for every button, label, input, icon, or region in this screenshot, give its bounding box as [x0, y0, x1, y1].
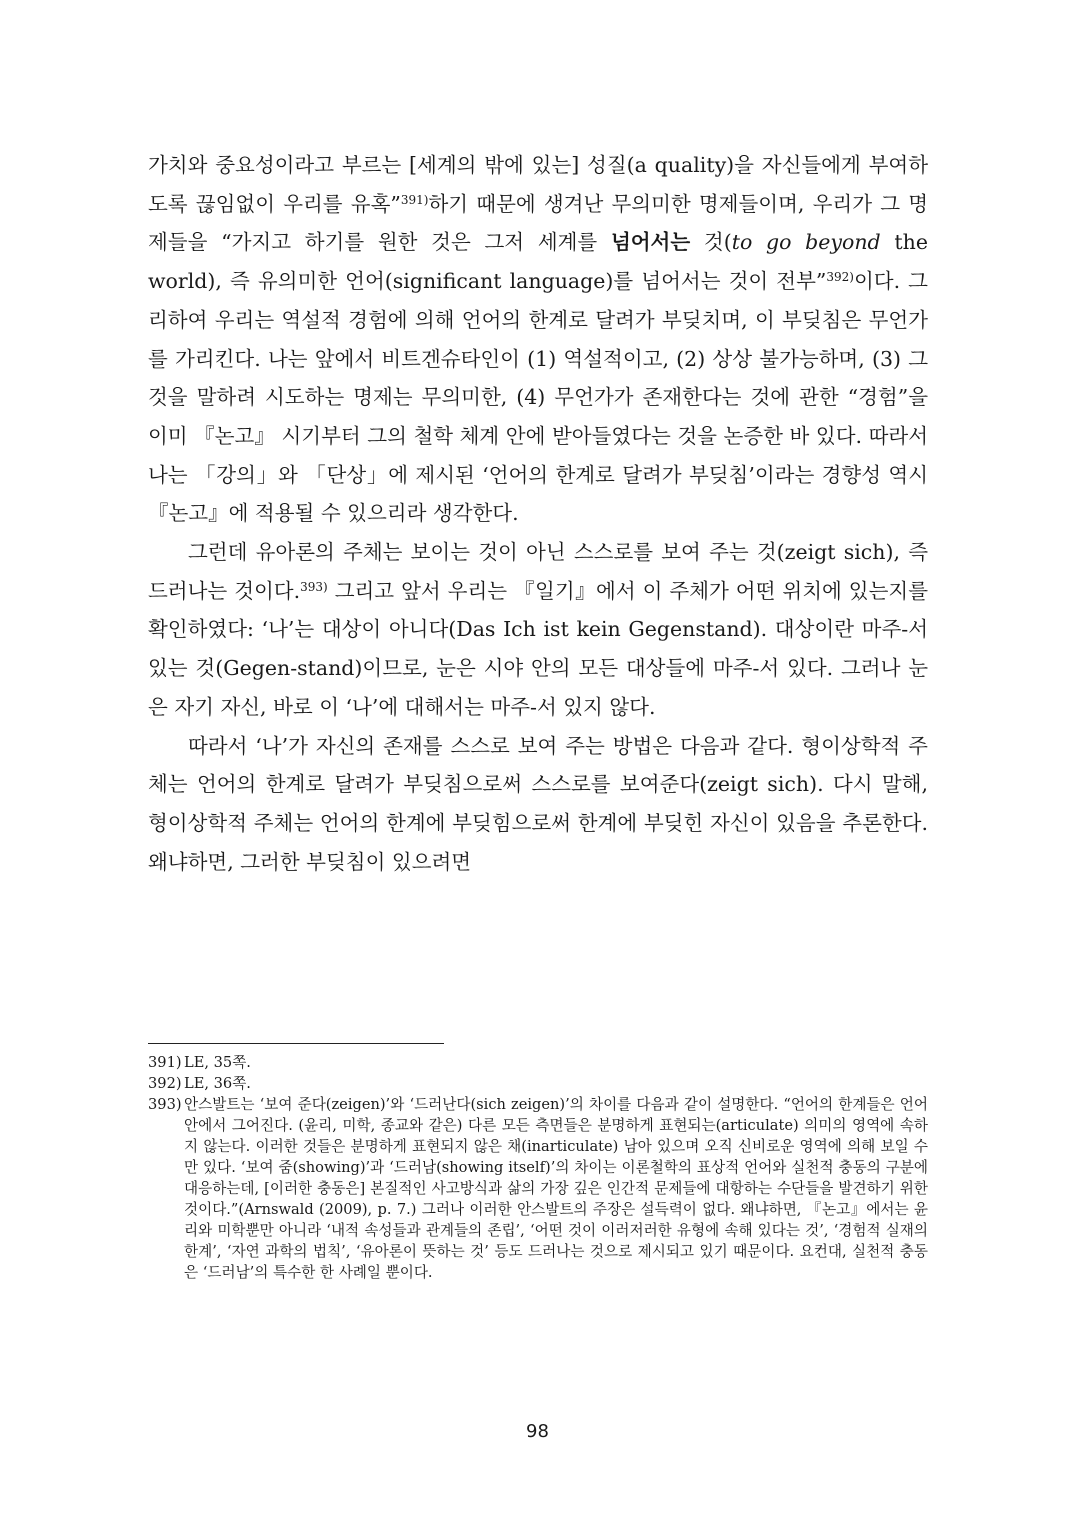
text-run: 따라서 ‘나’가 자신의 존재를 스스로 보여 주는 방법은 다음과 같다. 형이상학적 주체는 언어의 한계로 달려가 부딪침으로써 스스로를 보여준다(zeigt sich). 다시 말해, 형이상학적 주체는 언어의 한계에 부딪힘으로써 한계에 부딪힌 자신이 있음을 추론한다. 왜냐하면, 그러한 부딪침이 있으려면 [148, 733, 928, 874]
footnotes [148, 1052, 928, 1283]
footnote-number: 393) [148, 1096, 182, 1113]
footnote-ref-392[interactable]: 392) [826, 270, 854, 285]
body-text [148, 146, 928, 881]
footnote-number: 392) [148, 1075, 182, 1092]
footnote-ref-391[interactable]: 391) [400, 192, 429, 207]
footnote-number: 391) [148, 1054, 182, 1071]
footnote-391 [148, 1052, 928, 1073]
page-number: 98 [526, 1421, 549, 1442]
paragraph-3 [148, 727, 928, 882]
paragraph-1 [148, 146, 928, 533]
paragraph-2 [148, 533, 928, 727]
footnote-text: LE, 36쪽. [184, 1075, 251, 1092]
footnote-ref-393[interactable]: 393) [300, 579, 328, 594]
text-run: 것( [690, 230, 732, 255]
footnote-text: LE, 35쪽. [184, 1054, 251, 1071]
text-run: 그리고 앞서 우리는 『일기』에서 이 주체가 어떤 위치에 있는지를 확인하였다: ‘나’는 대상이 아니다(Das Ich ist kein Gegenstand). 대상이란 마주-서 있는 것(Gegen-stand)이므로, 눈은 시야 안의 모든 대상들에 마주-서 있다. 그러나 눈은 자기 자신, 바로 이 ‘나’에 대해서는 마주-서 있지 않다. [148, 578, 928, 719]
text-run: 이다. 그리하여 우리는 역설적 경험에 의해 언어의 한계로 달려가 부딪치며, 이 부딪침은 무언가를 가리킨다. 나는 앞에서 비트겐슈타인이 (1) 역설적이고, (2) 상상 불가능하며, (3) 그것을 말하려 시도하는 명제는 무의미한, (4) 무언가가 존재한다는 것에 관한 “경험”을 이미 『논고』 시기부터 그의 철학 체계 안에 받아들였다는 것을 논증한 바 있다. 따라서 나는 「강의」와 「단상」에 제시된 ‘언어의 한계로 달려가 부딪침’이라는 경향성 역시 『논고』에 적용될 수 있으리라 생각한다. [148, 269, 928, 526]
text-run: 가치와 중요성이라고 부르는 [세계의 밖에 있는] 성질(a quality)을 자신들에게 부여하도록 끊임없이 우리를 유혹” [148, 153, 928, 216]
text-run: 하기 때문에 생겨난 무의미한 명제들이며, 우리가 그 명제들을 “가지고 하기를 원한 것은 그저 세계를 [148, 191, 928, 255]
text-run: the world), 즉 유의미한 언어(significant language)를 넘어서는 것이 전부” [148, 230, 928, 294]
footnote-393 [148, 1094, 928, 1283]
text-run: 그런데 유아론의 주체는 보이는 것이 아닌 스스로를 보여 주는 것(zeigt sich), 즉 드러나는 것이다. [148, 540, 928, 603]
italic-text: to go beyond [731, 230, 881, 255]
footnote-text: 안스발트는 ‘보여 준다(zeigen)’와 ‘드러난다(sich zeigen)’의 차이를 다음과 같이 설명한다. “언어의 한계들은 언어 안에서 그어진다. (윤리, 미학, 종교와 같은) 다른 모든 측면들은 분명하게 표현되는(articulate) 의미의 영역에 속하지 않는다. 이러한 것들은 분명하게 표현되지 않은 채(inarticulate) 남아 있으며 오직 신비로운 영역에 의해 보일 수만 있다. ‘보여 줌(showing)’과 ‘드러남(showing itself)’의 차이는 이론철학의 표상적 언어와 실천적 충동의 구분에 대응하는데, [이러한 충동은] 본질적인 사고방식과 삶의 가장 깊은 인간적 문제들에 대항하는 수단들을 발견하기 위한 것이다.”(Arnswald (2009), p. 7.) 그러나 이러한 안스발트의 주장은 설득력이 없다. 왜냐하면, 『논고』에서는 윤리와 미학뿐만 아니라 ‘내적 속성들과 관계들의 존립’, ‘어떤 것이 이러저러한 유형에 속해 있다는 것’, ‘경험적 실재의 한계’, ‘자연 과학의 법칙’, ‘유아론이 뜻하는 것’ 등도 드러나는 것으로 제시되고 있기 때문이다. 요컨대, 실천적 충동은 ‘드러남’의 특수한 한 사례일 뿐이다. [184, 1096, 928, 1281]
bold-text: 넘어서는 [610, 230, 691, 255]
footnote-392 [148, 1073, 928, 1094]
footnote-divider [148, 1043, 444, 1044]
